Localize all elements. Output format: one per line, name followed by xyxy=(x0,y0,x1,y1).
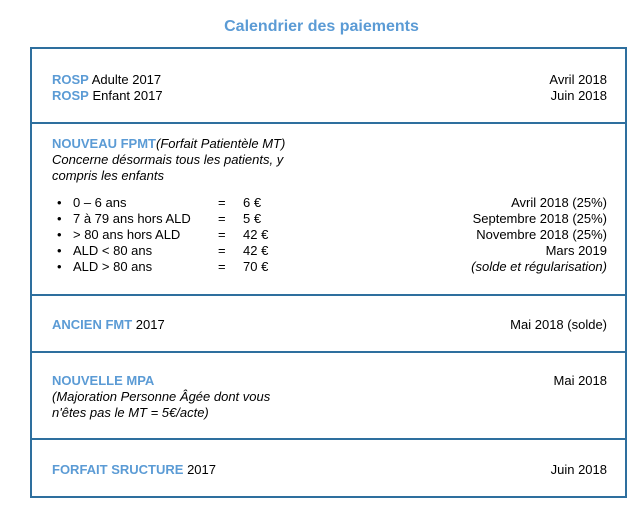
rosp-adult-label: ROSP xyxy=(52,72,89,87)
fpmt-label: NOUVEAU FPMT xyxy=(52,136,156,151)
mpa-date: Mai 2018 xyxy=(553,373,607,388)
rosp-adult-row xyxy=(52,72,607,88)
bullet-label: 7 à 79 ans hors ALD xyxy=(73,211,191,226)
fmt-label: ANCIEN FMT xyxy=(52,317,133,332)
page-title: Calendrier des paiements xyxy=(224,18,419,35)
bullet-date: Novembre 2018 (25%) xyxy=(476,227,607,242)
bullet-icon: • xyxy=(57,211,62,226)
rosp-child-row xyxy=(52,88,607,104)
bullet-equals: = xyxy=(218,259,226,274)
fmt-row xyxy=(52,317,607,333)
bullet-icon: • xyxy=(57,259,62,274)
section-fmt xyxy=(32,296,625,353)
bullet-icon: • xyxy=(57,243,62,258)
fpmt-subtitle: (Forfait Patientèle MT) xyxy=(156,136,286,151)
fpmt-desc-2: compris les enfants xyxy=(52,168,164,183)
bullet-label: > 80 ans hors ALD xyxy=(73,227,181,242)
bullet-equals: = xyxy=(218,211,226,226)
bullet-value: 6 € xyxy=(243,195,262,210)
bullet-label: ALD > 80 ans xyxy=(73,259,153,274)
mpa-desc-2: n'êtes pas le MT = 5€/acte) xyxy=(52,405,209,420)
bullet-label: ALD < 80 ans xyxy=(73,243,153,258)
bullet-icon: • xyxy=(57,227,62,242)
section-mpa xyxy=(32,353,625,440)
fpmt-heading xyxy=(52,136,607,152)
fpmt-desc-1: Concerne désormais tous les patients, y xyxy=(52,152,284,167)
rosp-child-year: Enfant 2017 xyxy=(88,88,163,103)
bullet-icon: • xyxy=(57,195,62,210)
mpa-label: NOUVELLE MPA xyxy=(52,373,155,388)
bullet-date: Septembre 2018 (25%) xyxy=(472,211,607,226)
bullet-equals: = xyxy=(218,195,226,210)
mpa-row xyxy=(52,373,607,389)
section-fpmt xyxy=(32,124,625,296)
fpmt-bullet-list xyxy=(57,195,607,275)
bullet-value: 70 € xyxy=(243,259,269,274)
structure-date: Juin 2018 xyxy=(550,462,607,477)
list-item xyxy=(57,243,607,259)
rosp-child-date: Juin 2018 xyxy=(550,88,607,103)
structure-year: 2017 xyxy=(183,462,216,477)
bullet-value: 5 € xyxy=(243,211,262,226)
structure-row xyxy=(52,462,607,478)
rosp-adult-year: Adulte 2017 xyxy=(88,72,162,87)
bullet-value: 42 € xyxy=(243,243,269,258)
fmt-date: Mai 2018 (solde) xyxy=(510,317,607,332)
list-item xyxy=(57,227,607,243)
bullet-label: 0 – 6 ans xyxy=(73,195,127,210)
rosp-adult-date: Avril 2018 xyxy=(549,72,607,87)
mpa-desc-1: (Majoration Personne Âgée dont vous xyxy=(52,389,271,404)
bullet-value: 42 € xyxy=(243,227,269,242)
fmt-year: 2017 xyxy=(132,317,165,332)
bullet-date: Mars 2019 xyxy=(545,243,607,258)
bullet-equals: = xyxy=(218,243,226,258)
list-item xyxy=(57,211,607,227)
bullet-date: (solde et régularisation) xyxy=(471,259,607,274)
structure-label: FORFAIT SRUCTURE xyxy=(52,462,184,477)
list-item xyxy=(57,195,607,211)
bullet-date: Avril 2018 (25%) xyxy=(511,195,607,210)
list-item xyxy=(57,259,607,275)
rosp-child-label: ROSP xyxy=(52,88,89,103)
payment-calendar-table xyxy=(30,47,627,498)
bullet-equals: = xyxy=(218,227,226,242)
section-structure xyxy=(32,440,625,496)
section-rosp xyxy=(32,49,625,124)
